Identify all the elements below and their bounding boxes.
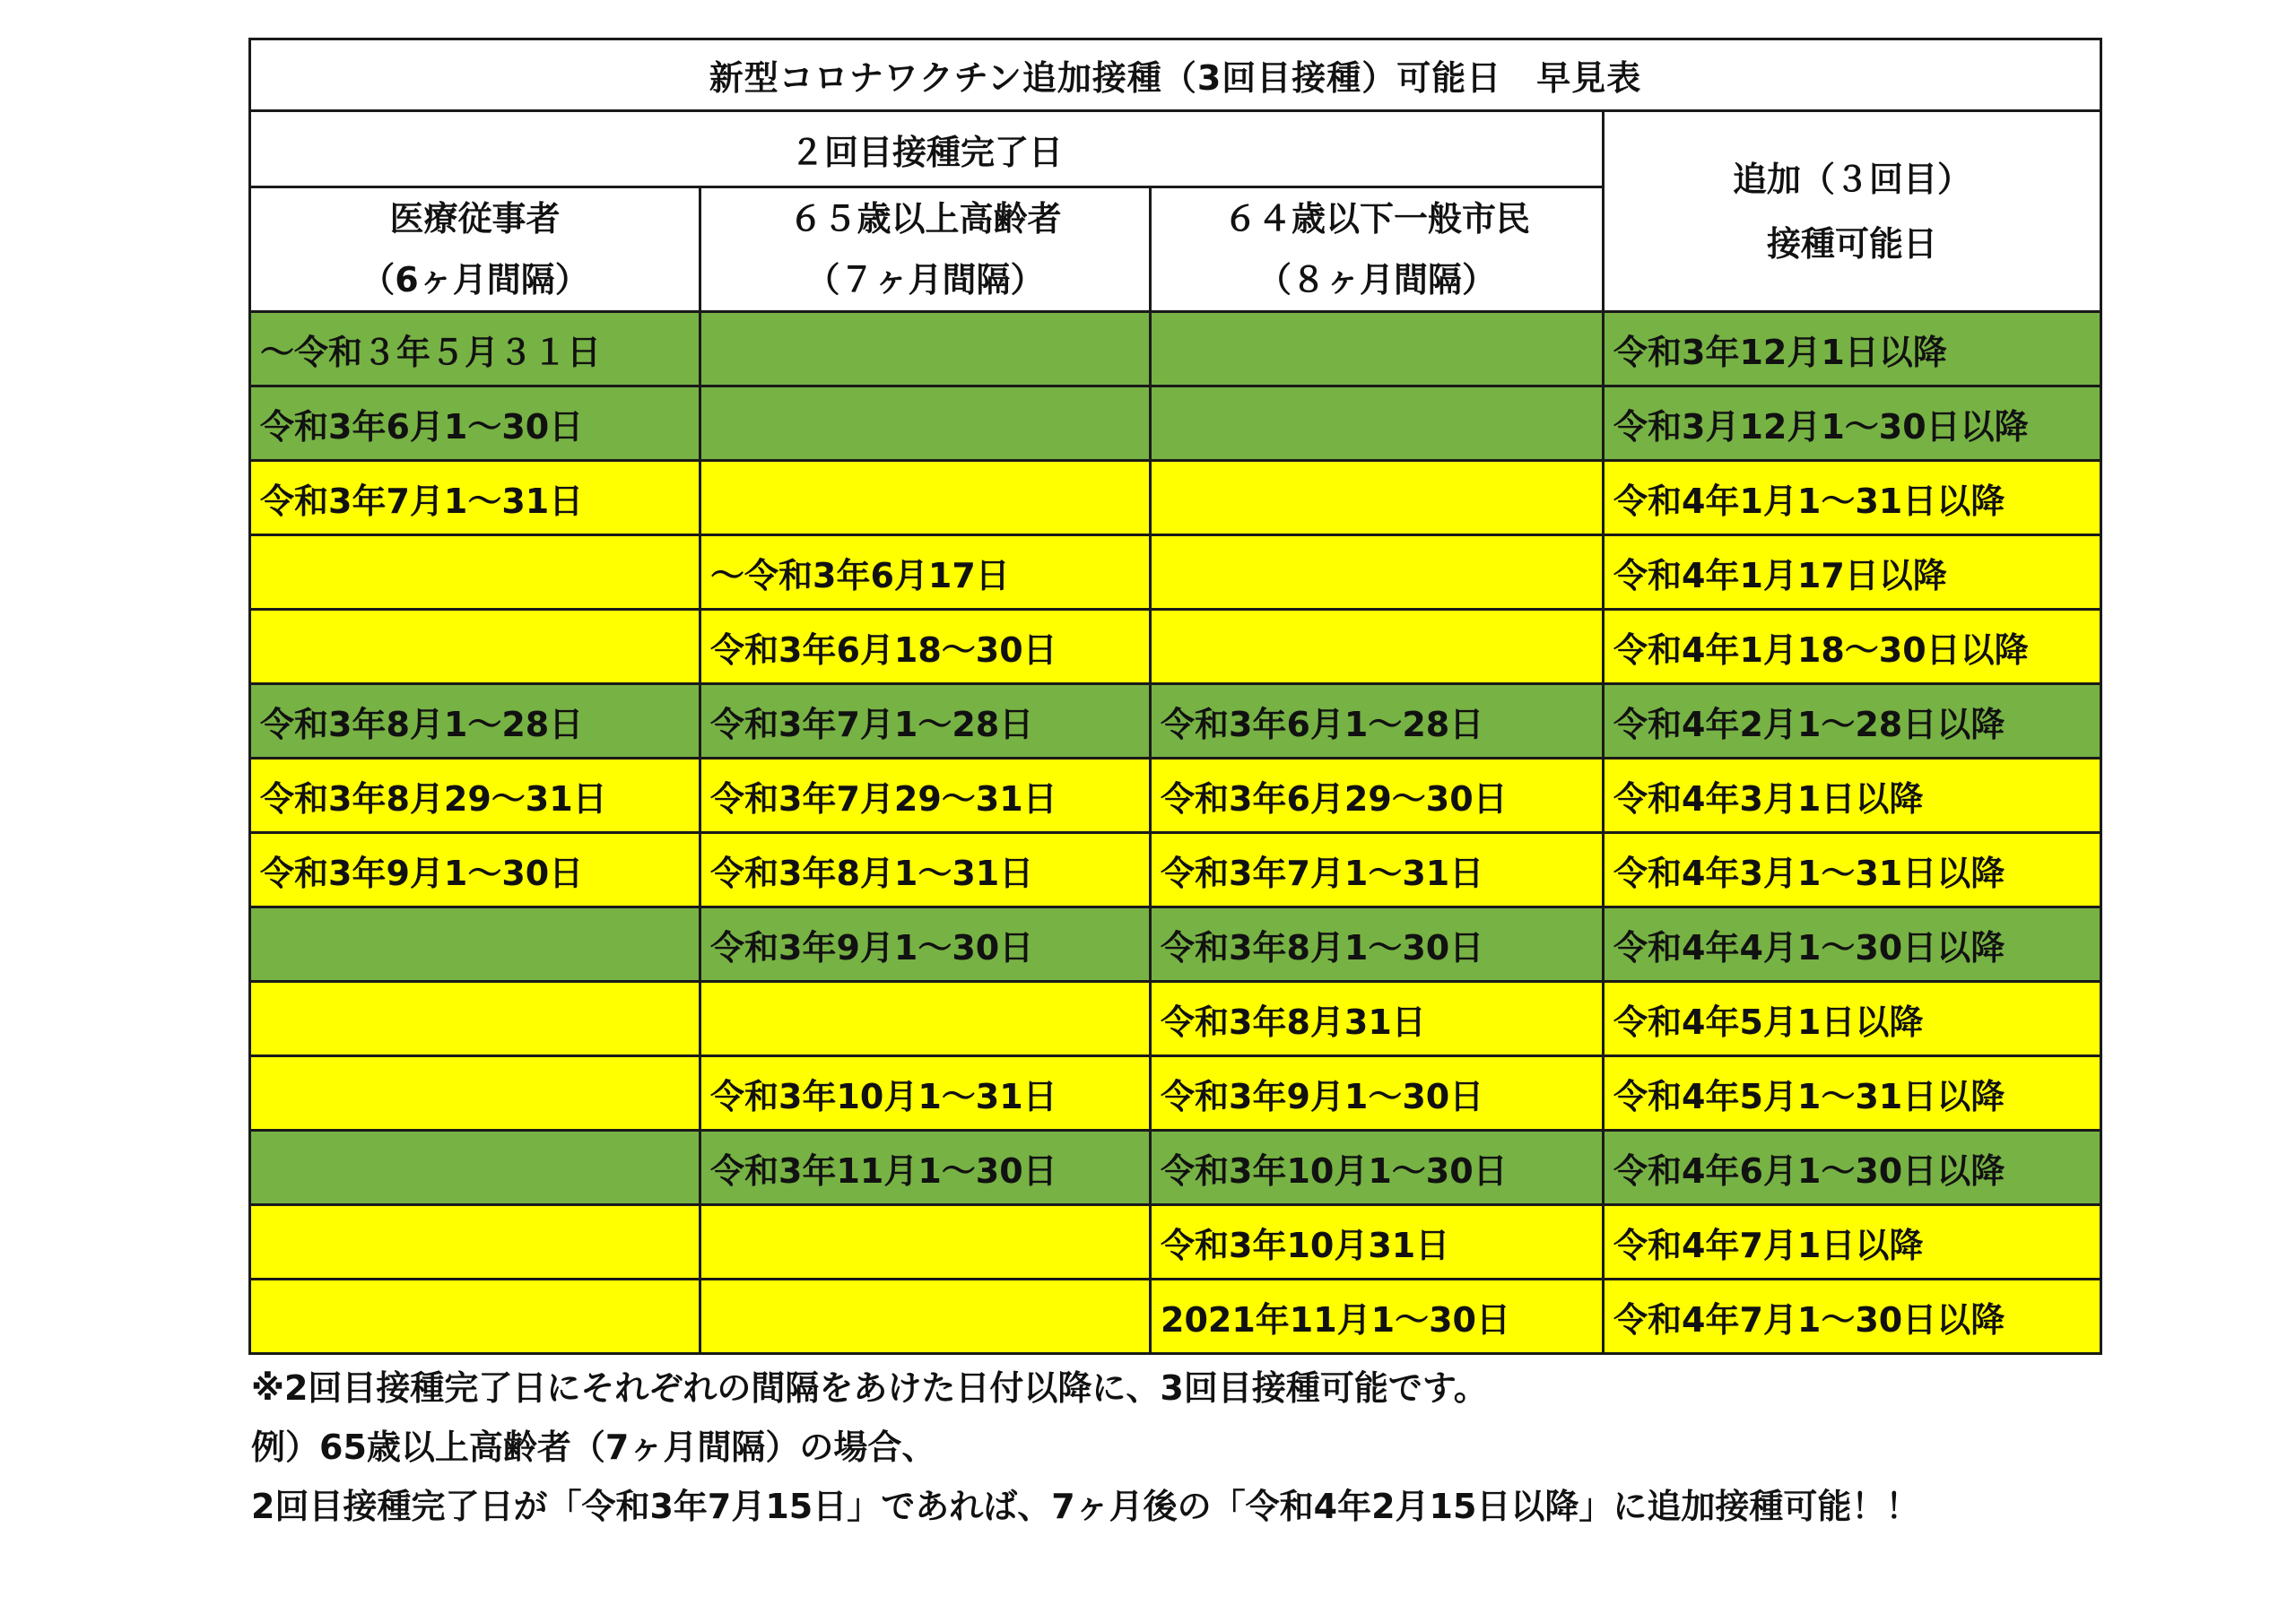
cell-healthcare-workers (250, 907, 700, 982)
table-row (250, 1205, 2101, 1280)
cell-healthcare-workers: 令和3年8月1～28日 (250, 684, 700, 759)
column-header-elderly-65-plus (700, 187, 1151, 312)
table-title: 新型コロナワクチン追加接種（3回目接種）可能日 早見表 (250, 39, 2101, 111)
cell-elderly-65-plus: ～令和3年6月17日 (700, 535, 1151, 610)
footnotes (251, 1358, 2135, 1536)
cell-elderly-65-plus (700, 1280, 1151, 1354)
footnote-example-detail: 2回目接種完了日が「令和3年7月15日」であれば、7ヶ月後の「令和4年2月15日以降」に追加接種可能！！ (251, 1487, 1920, 1526)
footnote-example-heading: 例）65歳以上高齢者（7ヶ月間隔）の場合、 (251, 1428, 936, 1467)
cell-general-64-under (1151, 461, 1604, 535)
cell-general-64-under: 令和3年8月31日 (1151, 982, 1604, 1056)
cell-general-64-under: 2021年11月1～30日 (1151, 1280, 1604, 1354)
cell-general-64-under: 令和3年7月1～31日 (1151, 833, 1604, 907)
cell-general-64-under: 令和3年6月29～30日 (1151, 759, 1604, 833)
cell-elderly-65-plus (700, 982, 1151, 1056)
cell-healthcare-workers (250, 1280, 700, 1354)
cell-healthcare-workers: 令和3年9月1～30日 (250, 833, 700, 907)
cell-healthcare-workers: 令和3年7月1～31日 (250, 461, 700, 535)
vaccination-schedule-table (248, 38, 2102, 1355)
cell-booster-eligible-date: 令和4年5月1日以降 (1604, 982, 2101, 1056)
cell-booster-eligible-date: 令和4年6月1～30日以降 (1604, 1131, 2101, 1205)
cell-booster-eligible-date: 令和4年3月1日以降 (1604, 759, 2101, 833)
cell-general-64-under: 令和3年6月1～28日 (1151, 684, 1604, 759)
cell-general-64-under: 令和3年10月1～30日 (1151, 1131, 1604, 1205)
cell-booster-eligible-date: 令和4年3月1～31日以降 (1604, 833, 2101, 907)
table-row (250, 1280, 2101, 1354)
cell-elderly-65-plus: 令和3年9月1～30日 (700, 907, 1151, 982)
cell-general-64-under (1151, 386, 1604, 461)
column-header-interval: （6ヶ月間隔） (361, 260, 589, 299)
cell-general-64-under: 令和3年10月31日 (1151, 1205, 1604, 1280)
table-row (250, 1131, 2101, 1205)
column-header-label: ６５歳以上高齢者 (788, 199, 1062, 239)
cell-elderly-65-plus: 令和3年6月18～30日 (700, 610, 1151, 684)
cell-booster-eligible-date: 令和4年1月17日以降 (1604, 535, 2101, 610)
cell-booster-eligible-date: 令和4年5月1～31日以降 (1604, 1056, 2101, 1131)
cell-elderly-65-plus: 令和3年7月29～31日 (700, 759, 1151, 833)
cell-general-64-under: 令和3年8月1～30日 (1151, 907, 1604, 982)
cell-general-64-under (1151, 610, 1604, 684)
table-row (250, 386, 2101, 461)
table-row (250, 610, 2101, 684)
cell-general-64-under (1151, 535, 1604, 610)
result-header-line2: 接種可能日 (1767, 223, 1938, 264)
cell-healthcare-workers: 令和3年6月1～30日 (250, 386, 700, 461)
cell-elderly-65-plus (700, 1205, 1151, 1280)
cell-healthcare-workers (250, 610, 700, 684)
column-header-healthcare-workers (250, 187, 700, 312)
cell-elderly-65-plus: 令和3年11月1～30日 (700, 1131, 1151, 1205)
column-header-label: ６４歳以下一般市民 (1222, 199, 1530, 239)
table-row (250, 535, 2101, 610)
column-header-label: 医療従事者 (389, 199, 561, 239)
cell-elderly-65-plus (700, 312, 1151, 386)
cell-healthcare-workers (250, 982, 700, 1056)
cell-healthcare-workers (250, 535, 700, 610)
cell-healthcare-workers (250, 1056, 700, 1131)
cell-general-64-under (1151, 312, 1604, 386)
table-row (250, 833, 2101, 907)
cell-booster-eligible-date: 令和4年7月1～30日以降 (1604, 1280, 2101, 1354)
table-row (250, 312, 2101, 386)
cell-healthcare-workers (250, 1131, 700, 1205)
cell-elderly-65-plus: 令和3年7月1～28日 (700, 684, 1151, 759)
cell-booster-eligible-date: 令和4年7月1日以降 (1604, 1205, 2101, 1280)
cell-elderly-65-plus (700, 386, 1151, 461)
cell-booster-eligible-date: 令和4年1月1～31日以降 (1604, 461, 2101, 535)
cell-healthcare-workers (250, 1205, 700, 1280)
group-header-second-dose-date: ２回目接種完了日 (250, 111, 1604, 187)
table-row (250, 1056, 2101, 1131)
cell-booster-eligible-date: 令和4年1月18～30日以降 (1604, 610, 2101, 684)
cell-elderly-65-plus: 令和3年8月1～31日 (700, 833, 1151, 907)
cell-elderly-65-plus: 令和3年10月1～31日 (700, 1056, 1151, 1131)
cell-booster-eligible-date: 令和3月12月1～30日以降 (1604, 386, 2101, 461)
cell-healthcare-workers: 令和3年8月29～31日 (250, 759, 700, 833)
column-header-general-64-under (1151, 187, 1604, 312)
footnote-rule: ※2回目接種完了日にそれぞれの間隔をあけた日付以降に、3回目接種可能です。 (251, 1368, 1488, 1408)
table-row (250, 461, 2101, 535)
column-header-interval: （７ヶ月間隔） (805, 260, 1045, 299)
title-row (250, 39, 2101, 111)
cell-booster-eligible-date: 令和4年2月1～28日以降 (1604, 684, 2101, 759)
group-header-row (250, 111, 2101, 187)
cell-healthcare-workers: ～令和３年５月３１日 (250, 312, 700, 386)
result-column-header (1604, 111, 2101, 312)
cell-booster-eligible-date: 令和4年4月1～30日以降 (1604, 907, 2101, 982)
cell-elderly-65-plus (700, 461, 1151, 535)
cell-booster-eligible-date: 令和3年12月1日以降 (1604, 312, 2101, 386)
column-header-interval: （８ヶ月間隔） (1257, 260, 1496, 299)
table-row (250, 759, 2101, 833)
result-header-line1: 追加（３回目） (1733, 159, 1972, 199)
table-row (250, 907, 2101, 982)
table-row (250, 982, 2101, 1056)
table-row (250, 684, 2101, 759)
cell-general-64-under: 令和3年9月1～30日 (1151, 1056, 1604, 1131)
